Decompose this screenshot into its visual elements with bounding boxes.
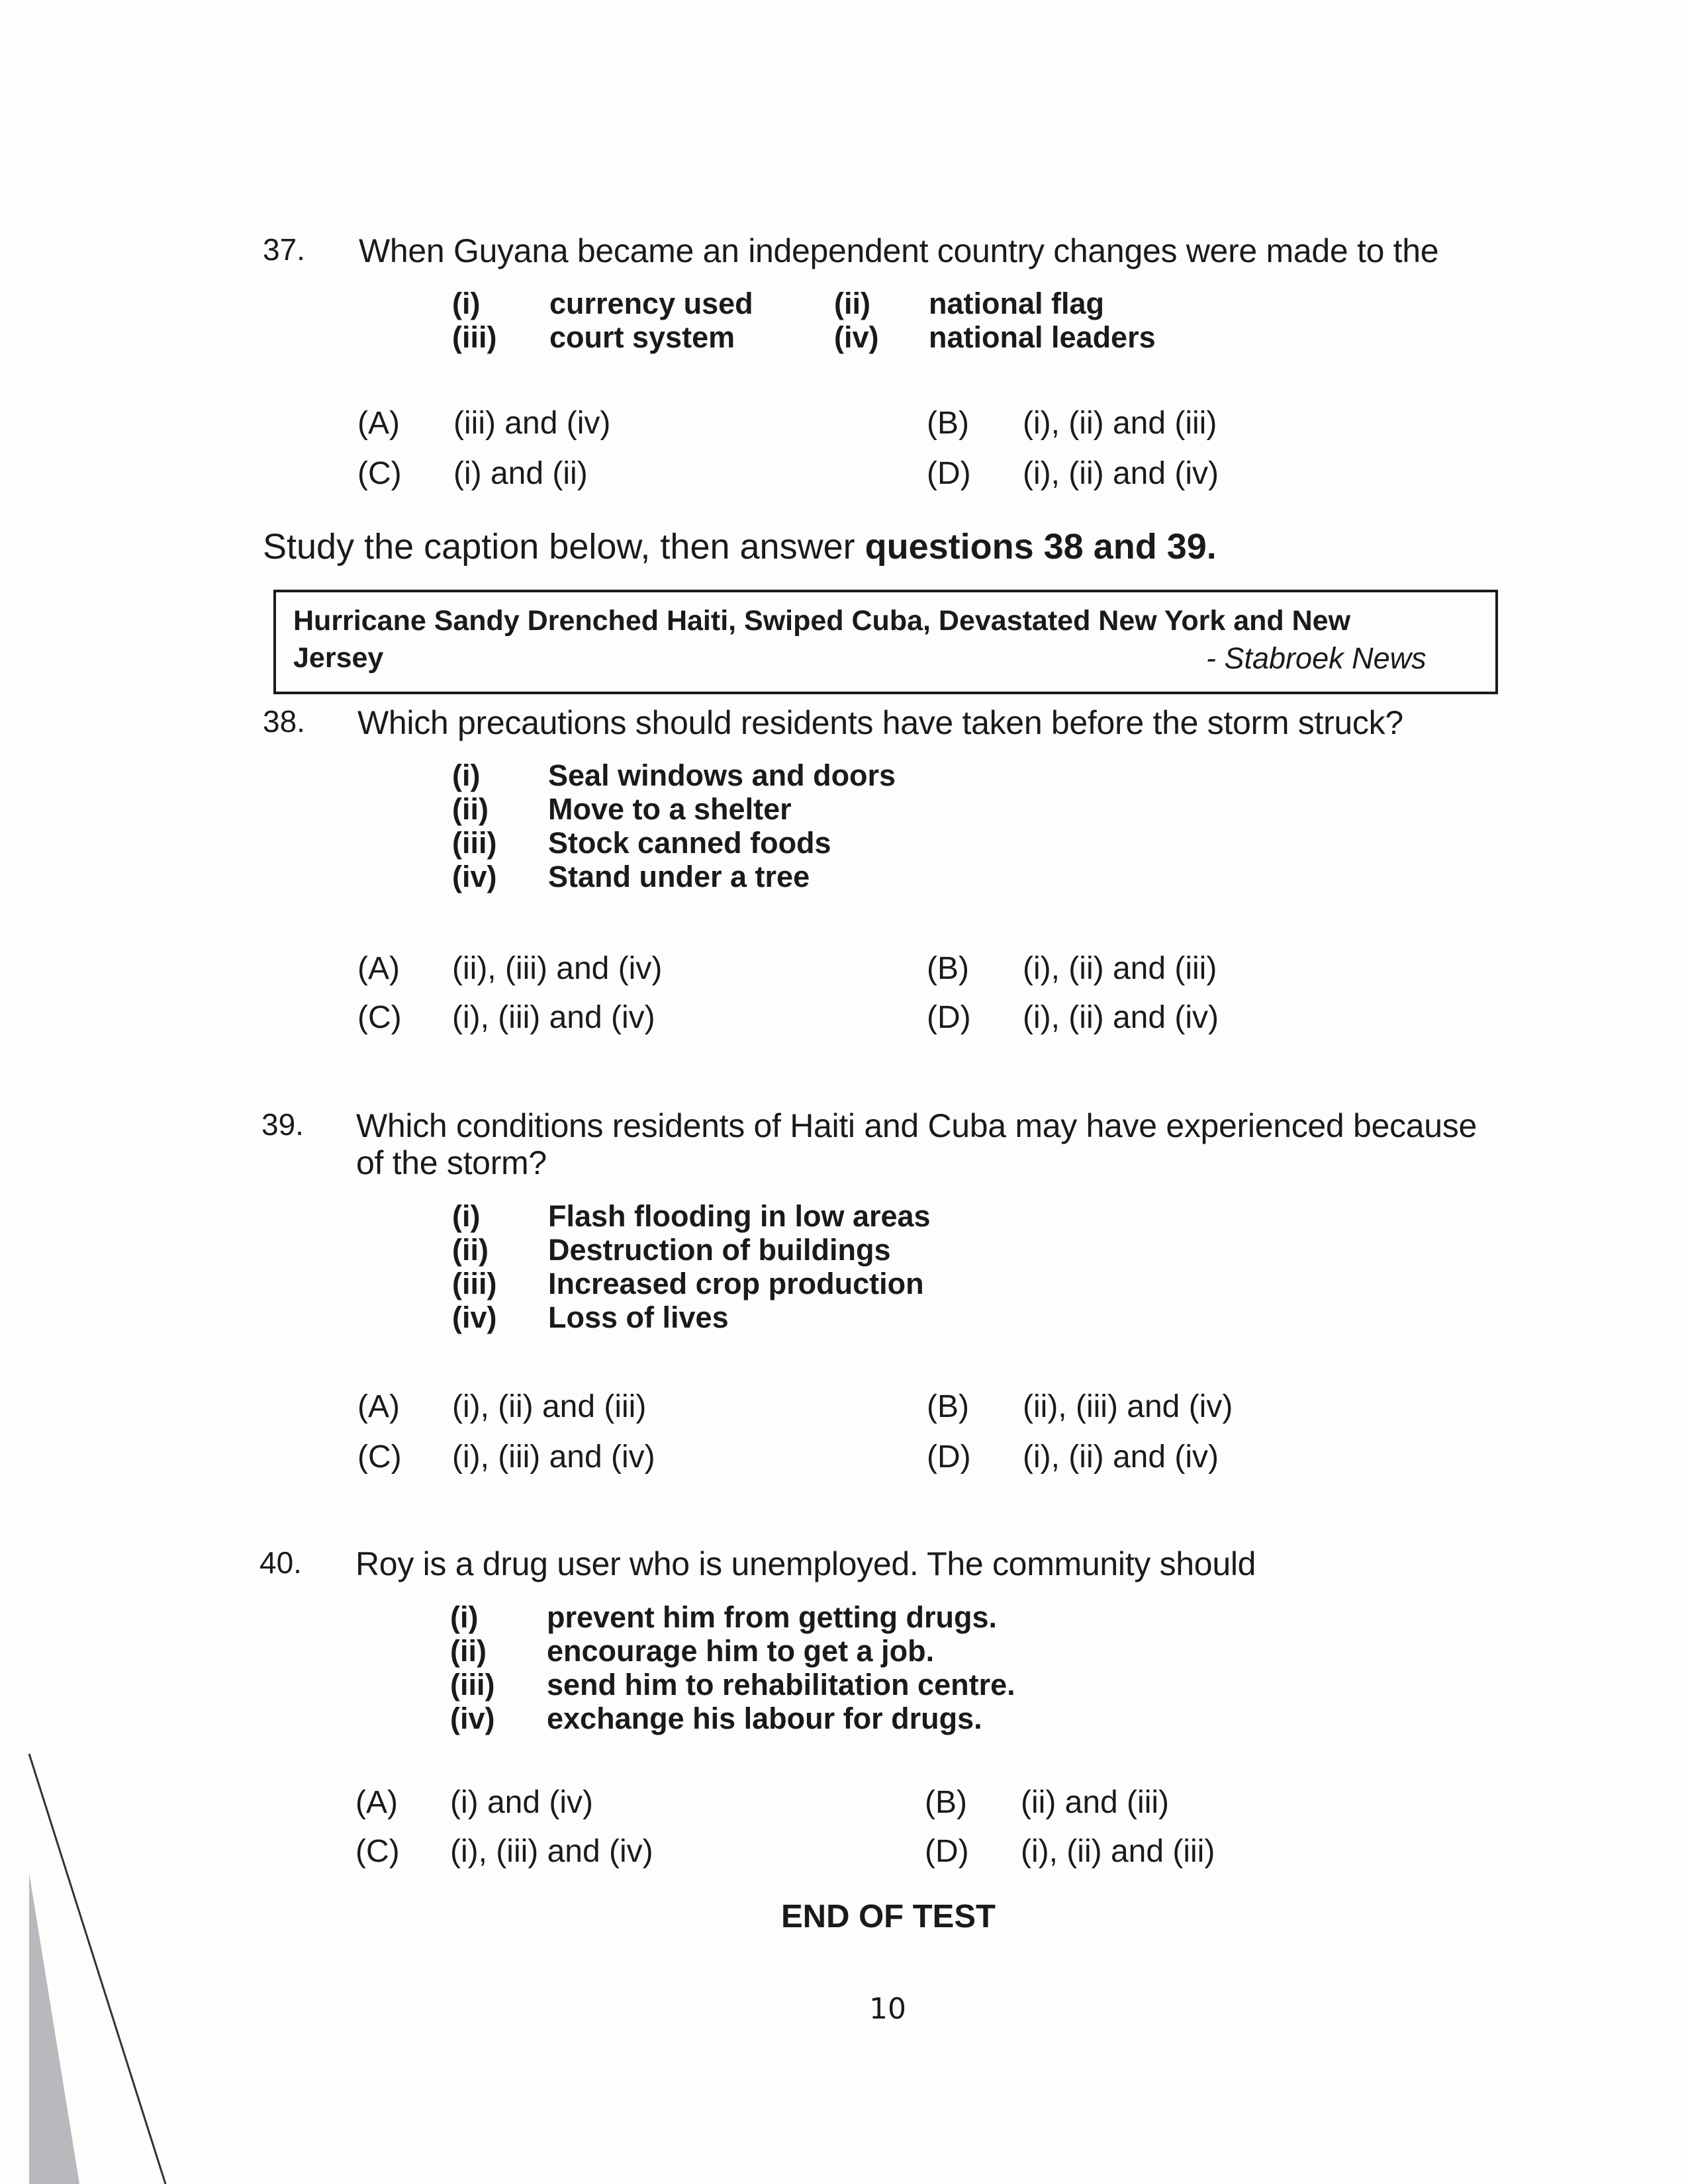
study-instruction-bold: questions 38 and 39.	[865, 527, 1217, 567]
q39-option-d-text[interactable]: (i), (ii) and (iv)	[1023, 1439, 1219, 1475]
q37-option-d-text[interactable]: (i), (ii) and (iv)	[1023, 456, 1219, 491]
study-instruction	[263, 526, 1217, 567]
q38-option-c-letter[interactable]: (C)	[357, 1000, 402, 1035]
q38-option-a-letter[interactable]: (A)	[357, 951, 400, 986]
q38-item-iv-text: Stand under a tree	[548, 860, 810, 893]
q40-item-iii-text: send him to rehabilitation centre.	[547, 1668, 1015, 1702]
q37-option-a-text[interactable]: (iii) and (iv)	[453, 406, 611, 441]
q38-item-i-text: Seal windows and doors	[548, 758, 896, 792]
q37-option-b-text[interactable]: (i), (ii) and (iii)	[1023, 406, 1217, 441]
q39-item-iv-text: Loss of lives	[548, 1300, 729, 1334]
q38-option-b-letter[interactable]: (B)	[927, 951, 969, 986]
q37-option-c-text[interactable]: (i) and (ii)	[453, 456, 588, 491]
q39-option-b-letter[interactable]: (B)	[927, 1389, 969, 1424]
q38-item-i-num: (i)	[452, 758, 481, 792]
q38-option-a-text[interactable]: (ii), (iii) and (iv)	[452, 951, 663, 986]
question-40-number: 40.	[259, 1545, 302, 1580]
q40-item-iv-num: (iv)	[450, 1702, 495, 1735]
caption-line-1: Hurricane Sandy Drenched Haiti, Swiped Cuba, Devastated New York and New	[293, 605, 1351, 637]
q40-item-iii-num: (iii)	[450, 1668, 495, 1702]
q38-item-iii-text: Stock canned foods	[548, 826, 831, 860]
q40-option-d-letter[interactable]: (D)	[925, 1834, 969, 1869]
caption-source: - Stabroek News	[1206, 641, 1427, 675]
q37-option-c-letter[interactable]: (C)	[357, 456, 402, 491]
q40-option-a-text[interactable]: (i) and (iv)	[450, 1785, 594, 1820]
question-39-text-line-1: Which conditions residents of Haiti and Cuba may have experienced because	[356, 1107, 1477, 1144]
page-number: 10	[869, 1992, 906, 2026]
q39-option-c-text[interactable]: (i), (iii) and (iv)	[452, 1439, 655, 1475]
q37-option-a-letter[interactable]: (A)	[357, 406, 400, 441]
q40-item-ii-num: (ii)	[450, 1634, 487, 1668]
q37-item-i-num: (i)	[452, 287, 481, 320]
q39-option-d-letter[interactable]: (D)	[927, 1439, 971, 1475]
q38-option-b-text[interactable]: (i), (ii) and (iii)	[1023, 951, 1217, 986]
q39-option-a-text[interactable]: (i), (ii) and (iii)	[452, 1389, 647, 1424]
caption-line-2: Jersey	[293, 642, 384, 674]
q40-option-b-text[interactable]: (ii) and (iii)	[1021, 1785, 1170, 1820]
q38-option-c-text[interactable]: (i), (iii) and (iv)	[452, 1000, 655, 1035]
q37-item-ii-num: (ii)	[834, 287, 870, 320]
q39-item-i-text: Flash flooding in low areas	[548, 1199, 931, 1233]
study-instruction-text: Study the caption below, then answer	[263, 527, 865, 567]
q39-item-iv-num: (iv)	[452, 1300, 497, 1334]
q40-item-i-text: prevent him from getting drugs.	[547, 1600, 998, 1634]
question-37-number: 37.	[263, 232, 305, 267]
q38-item-iv-num: (iv)	[452, 860, 497, 893]
q40-item-iv-text: exchange his labour for drugs.	[547, 1702, 982, 1735]
q37-item-ii-text: national flag	[929, 287, 1105, 320]
q39-item-i-num: (i)	[452, 1199, 481, 1233]
question-40-text: Roy is a drug user who is unemployed. The community should	[355, 1545, 1256, 1582]
question-39-number: 39.	[261, 1107, 304, 1142]
q39-item-ii-num: (ii)	[452, 1233, 489, 1267]
q37-item-iii-text: court system	[549, 320, 735, 354]
folded-corner-shadow	[0, 1747, 185, 2184]
q37-item-iv-text: national leaders	[929, 320, 1156, 354]
q40-option-d-text[interactable]: (i), (ii) and (iii)	[1021, 1834, 1215, 1869]
q38-item-iii-num: (iii)	[452, 826, 497, 860]
q39-item-iii-text: Increased crop production	[548, 1267, 924, 1300]
q39-item-ii-text: Destruction of buildings	[548, 1233, 891, 1267]
q37-option-b-letter[interactable]: (B)	[927, 406, 969, 441]
q37-option-d-letter[interactable]: (D)	[927, 456, 971, 491]
q40-option-c-letter[interactable]: (C)	[355, 1834, 400, 1869]
question-38-number: 38.	[263, 704, 305, 739]
q39-option-a-letter[interactable]: (A)	[357, 1389, 400, 1424]
q37-item-iv-num: (iv)	[834, 320, 879, 354]
question-39-text-line-2: of the storm?	[356, 1144, 547, 1181]
q39-option-b-text[interactable]: (ii), (iii) and (iv)	[1023, 1389, 1233, 1424]
q39-item-iii-num: (iii)	[452, 1267, 497, 1300]
q40-item-i-num: (i)	[450, 1600, 479, 1634]
q39-option-c-letter[interactable]: (C)	[357, 1439, 402, 1475]
q40-option-c-text[interactable]: (i), (iii) and (iv)	[450, 1834, 653, 1869]
q40-item-ii-text: encourage him to get a job.	[547, 1634, 935, 1668]
q40-option-b-letter[interactable]: (B)	[925, 1785, 967, 1820]
q40-option-a-letter[interactable]: (A)	[355, 1785, 398, 1820]
q38-item-ii-num: (ii)	[452, 792, 489, 826]
question-38-text: Which precautions should residents have taken before the storm struck?	[357, 704, 1403, 741]
end-of-test: END OF TEST	[781, 1899, 996, 1934]
q37-item-iii-num: (iii)	[452, 320, 497, 354]
q37-item-i-text: currency used	[549, 287, 753, 320]
q38-option-d-letter[interactable]: (D)	[927, 1000, 971, 1035]
q38-item-ii-text: Move to a shelter	[548, 792, 792, 826]
q38-option-d-text[interactable]: (i), (ii) and (iv)	[1023, 1000, 1219, 1035]
question-37-text: When Guyana became an independent country changes were made to the	[359, 232, 1439, 269]
